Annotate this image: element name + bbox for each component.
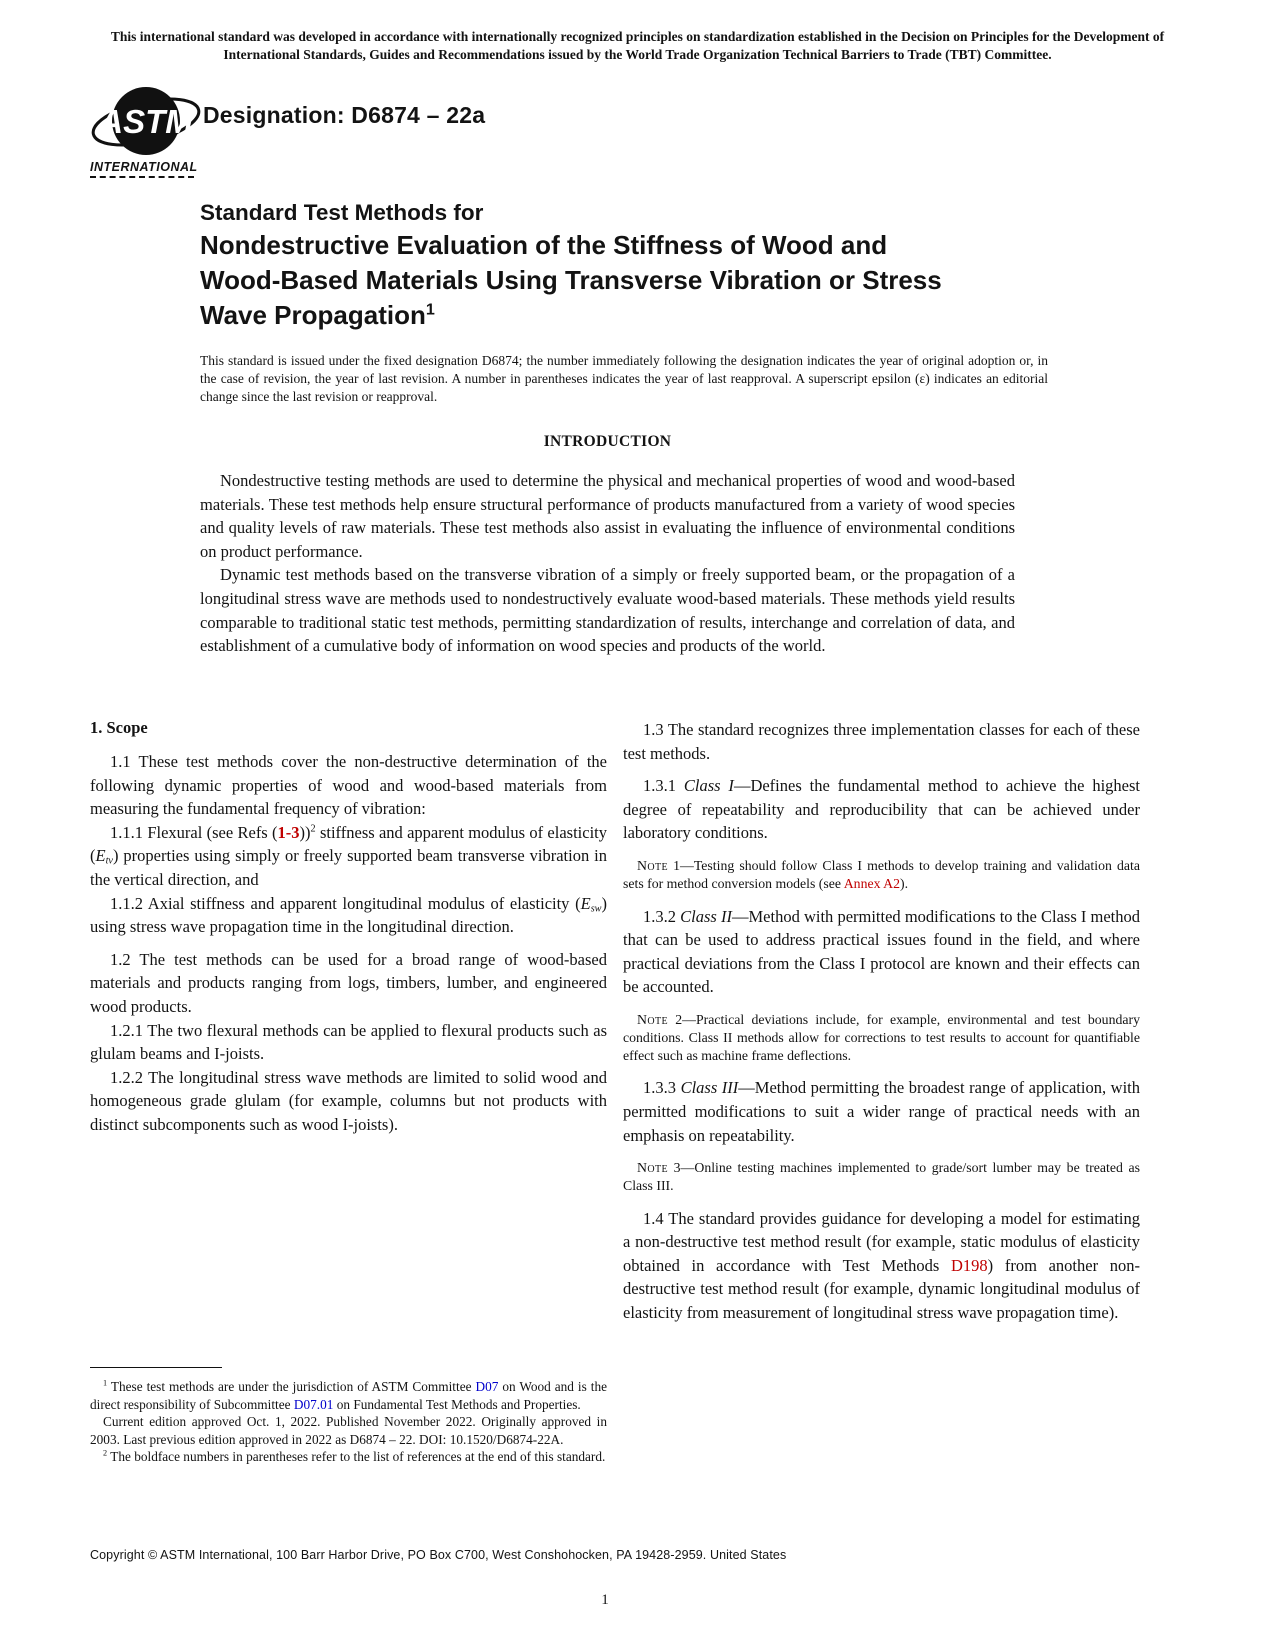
text-run: sw <box>590 903 602 915</box>
footnote-divider <box>90 1367 222 1368</box>
text-run: Note <box>637 1011 669 1027</box>
text-run: The boldface numbers in parentheses refer to the list of references at the end of this standard. <box>107 1449 606 1465</box>
footnote-1-edition: Current edition approved Oct. 1, 2022. Published November 2022. Originally approved in 2003. Last previous edition approved in 2022 as D6874 – 22. DOI: 10.1520/D6874-22A. <box>90 1414 607 1447</box>
text-run: 1.3.1 <box>643 776 684 796</box>
ref-link[interactable]: D198 <box>950 1255 988 1275</box>
text-run: 1.1.2 Axial stiffness and apparent longitudinal modulus of elasticity ( <box>110 893 581 913</box>
text-run: 2—Practical deviations include, for example, environmental and test boundary conditions. Class II methods allow for corrections to test results to account for quantifiable effect such as machine frame deflections. <box>623 1011 1140 1063</box>
para-1-3-1 <box>623 774 1140 845</box>
title-line <box>200 298 1045 333</box>
text-run: ) properties using simply or freely supported beam transverse vibration in the vertical direction, and <box>90 846 607 889</box>
text-run: )) <box>299 822 311 842</box>
para-1-1-1 <box>90 821 607 892</box>
text-run: Note <box>637 857 669 873</box>
para-1-3-3 <box>623 1076 1140 1147</box>
text-run: on Fundamental Test Methods and Properties. <box>333 1396 581 1412</box>
page-number: 1 <box>601 1592 609 1608</box>
footnotes-block <box>90 1367 607 1466</box>
text-run: Wave Propagation <box>200 300 426 330</box>
astm-logo <box>90 84 210 178</box>
text-run: 1 <box>425 300 435 319</box>
copyright-line: Copyright © ASTM International, 100 Barr Harbor Drive, PO Box C700, West Conshohocken, PA 19428-2959. United States <box>90 1548 787 1562</box>
ref-link[interactable]: D07.01 <box>293 1396 334 1412</box>
text-run: 1 <box>103 1378 108 1388</box>
para-1-3: 1.3 The standard recognizes three implementation classes for each of these test methods. <box>623 720 1140 763</box>
text-run: 1.4 The standard provides guidance for developing a model for estimating a non-destructive test method result (for example, static modulus of elasticity obtained in accordance with Test Methods <box>623 1208 1140 1275</box>
para-1-2-1: 1.2.1 The two flexural methods can be applied to flexural products such as glulam beams and I-joists. <box>90 1020 607 1064</box>
text-run: Note <box>637 1160 669 1176</box>
footnote-1 <box>90 1378 607 1413</box>
right-column <box>623 718 1140 1325</box>
text-run: —Method permitting the broadest range of application, with permitted modifications to suit a wider range of practical needs with an emphasis on repeatability. <box>623 1078 1140 1145</box>
title-line: Wood-Based Materials Using Transverse Vibration or Stress <box>200 265 942 295</box>
wto-notice: This international standard was developed in accordance with internationally recognized principles on standardization established in the Decision on Principles for the Development of International Standards, Guides and Recommendations issued by the World Trade Organization Technical Barriers to Trade (TBT) Committee. <box>110 29 1165 62</box>
text-run: ). <box>900 875 909 891</box>
text-run: ) using stress wave propagation time in the longitudinal direction. <box>90 893 607 937</box>
text-run: ) from another non-destructive test method result (for example, dynamic longitudinal modulus of elasticity from measurement of longitudinal stress wave propagation time). <box>623 1255 1140 1323</box>
introduction-body <box>200 469 1015 658</box>
text-run: 2 <box>103 1448 108 1458</box>
ref-link[interactable]: 1-3 <box>277 822 300 842</box>
text-run: Class III <box>680 1078 739 1098</box>
note-3 <box>623 1159 1140 1195</box>
text-run: —Defines the fundamental method to achieve the highest degree of repeatability and reproducibility that can be achieved under laboratory conditions. <box>623 776 1141 843</box>
footnote-2 <box>90 1448 607 1466</box>
text-run: These test methods are under the jurisdiction of ASTM Committee <box>107 1379 476 1395</box>
intro-paragraph-2: Dynamic test methods based on the transverse vibration of a simply or freely supported beam, or the propagation of a longitudinal stress wave are methods used to nondestructively evaluate wood-based materials. These methods yield results comparable to traditional static test methods, permitting standardization of results, interchange and correlation of data, and establishment of a cumulative body of information on wood species and products of the world. <box>200 565 1015 656</box>
text-run: 1.3.2 <box>643 906 681 926</box>
text-run: E <box>95 846 106 866</box>
introduction-heading: INTRODUCTION <box>543 433 672 450</box>
scope-section-heading: 1. Scope <box>90 718 148 737</box>
text-run: 1—Testing should follow Class I methods to develop training and validation data sets for method conversion models (see <box>623 857 1140 891</box>
para-1-1-2 <box>90 892 607 939</box>
astm-logo-subtitle: INTERNATIONAL <box>90 160 194 178</box>
para-1-1: 1.1 These test methods cover the non-destructive determination of the following dynamic properties of wood and wood-based materials from measuring the fundamental frequency of vibration: <box>90 752 607 819</box>
doc-title <box>200 198 1045 333</box>
designation-text: Designation: D6874 – 22a <box>203 102 486 128</box>
text-run: 3—Online testing machines implemented to grade/sort lumber may be treated as Class III. <box>623 1160 1140 1193</box>
ref-link[interactable]: Annex A2 <box>843 875 901 891</box>
para-1-4 <box>623 1207 1140 1325</box>
note-2 <box>623 1011 1140 1064</box>
text-run: E <box>580 893 591 913</box>
ref-link[interactable]: D07 <box>475 1379 499 1395</box>
text-run: stiffness and apparent modulus of elasticity ( <box>90 822 607 866</box>
note-1 <box>623 857 1140 893</box>
title-kicker: Standard Test Methods for <box>200 200 484 225</box>
text-run: 2 <box>310 823 316 835</box>
text-run: 1.3.3 <box>643 1078 681 1098</box>
text-run: tv <box>105 855 113 867</box>
intro-paragraph-1: Nondestructive testing methods are used to determine the physical and mechanical properties of wood and wood-based materials. These test methods help ensure structural performance of products manufactured from a variety of wood species and quality levels of raw materials. These test methods also assist in evaluating the influence of environmental conditions on product performance. <box>200 471 1015 561</box>
issued-under-note: This standard is issued under the fixed designation D6874; the number immediately following the designation indicates the year of original adoption or, in the case of revision, the year of last revision. A number in parentheses indicates the year of last reapproval. A superscript epsilon (ε) indicates an editorial change since the last revision or reapproval. <box>200 353 1048 404</box>
text-run: 1.1.1 Flexural (see Refs ( <box>110 822 278 842</box>
text-run: —Method with permitted modifications to the Class I method that can be used to address practical issues found in the field, and where practical deviations from the Class I protocol are known and their effects can be accounted. <box>623 906 1141 997</box>
para-1-2-2: 1.2.2 The longitudinal stress wave methods are limited to solid wood and homogeneous grade glulam (for example, columns but not products with distinct subcomponents such as wood I-joists). <box>90 1067 607 1134</box>
text-run: on Wood and is the direct responsibility of Subcommittee <box>90 1379 607 1412</box>
title-line: Nondestructive Evaluation of the Stiffness of Wood and <box>200 230 888 260</box>
text-run: Class I <box>683 776 734 796</box>
para-1-2: 1.2 The test methods can be used for a broad range of wood-based materials and products ranging from logs, timbers, lumber, and engineered wood products. <box>90 949 607 1016</box>
left-column <box>90 718 607 1466</box>
text-run: Class II <box>680 906 732 926</box>
astm-globe-icon <box>90 84 202 164</box>
para-1-3-2 <box>623 905 1140 999</box>
svg-text:ASTM: ASTM <box>99 103 193 140</box>
